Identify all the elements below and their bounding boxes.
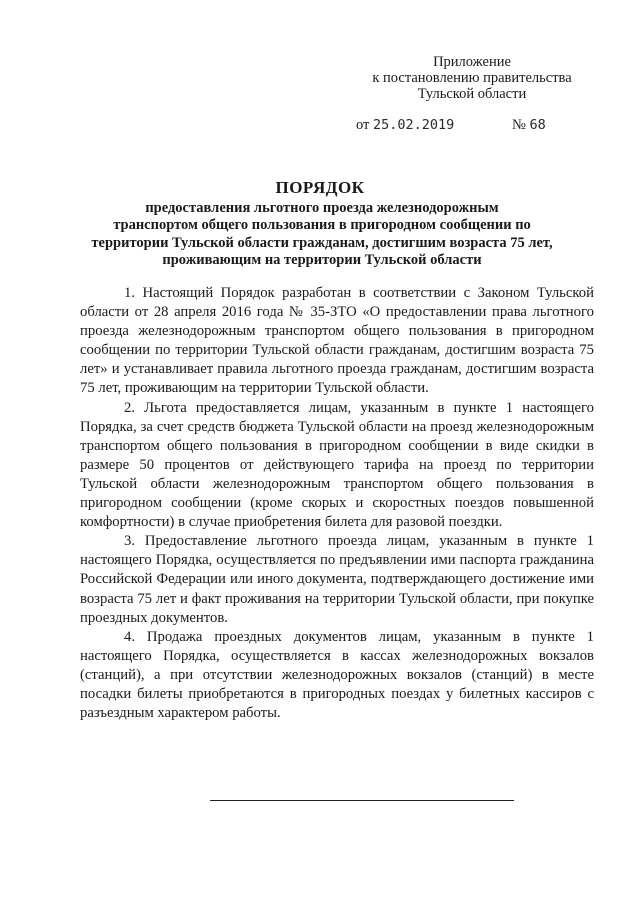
decree-reference bbox=[356, 117, 546, 134]
subtitle-line: проживающим на территории Тульской области bbox=[162, 251, 482, 268]
decree-number-prefix: № bbox=[512, 117, 526, 133]
subtitle-line: транспортом общего пользования в пригородном сообщении по bbox=[113, 217, 531, 234]
subtitle-line: предоставления льготного проезда железнодорожным bbox=[145, 200, 499, 216]
subtitle-line: территории Тульской области гражданам, достигшим возраста 75 лет, bbox=[91, 234, 553, 251]
decree-date-prefix: от bbox=[356, 117, 370, 133]
appendix-line-2: к постановлению правительства bbox=[372, 70, 572, 86]
appendix-line-3: Тульской области bbox=[417, 86, 527, 102]
document-title: ПОРЯДОК bbox=[275, 178, 365, 197]
decree-date: 25.02.2019 bbox=[373, 117, 455, 133]
document-subtitle bbox=[80, 200, 564, 269]
decree-number: 68 bbox=[529, 117, 546, 133]
paragraph-2: 2. Льгота предоставляется лицам, указанным в пункте 1 настоящего Порядка, за счет средств бюджета Тульской области на проезд железнодорожным транспортом общего пользования в пригородном сообщении в виде скидки в размере 50 процентов от действующего тарифа на проезд по территории Тульской области железнодорожным транспортом общего пользования в пригородном сообщении (кроме скорых и скоростных поездов повышенной комфортности) в случае приобретения билета для разовой поездки. bbox=[80, 399, 594, 531]
appendix-line-1: Приложение bbox=[433, 54, 511, 70]
document-body bbox=[80, 284, 594, 723]
closing-rule bbox=[210, 800, 514, 801]
paragraph-4: 4. Продажа проездных документов лицам, указанным в пункте 1 настоящего Порядка, осуществляется в кассах железнодорожных вокзалов (станций), а при отсутствии железнодорожных вокзалов (станций) в месте посадки билеты приобретаются в пригородных поездах у билетных кассиров с разъездным характером работы. bbox=[80, 628, 594, 722]
paragraph-1: 1. Настоящий Порядок разработан в соответствии с Законом Тульской области от 28 апреля 2016 года № 35-ЗТО «О предоставлении права льготного проезда железнодорожным транспортом общего пользования в пригородном сообщении по территории Тульской области гражданам, достигшим возраста 75 лет» и устанавливает правила льготного проезда гражданам, достигшим возраста 75 лет, проживающим на территории Тульской области. bbox=[80, 285, 594, 397]
decree-number-block bbox=[512, 117, 546, 134]
appendix-header bbox=[352, 54, 592, 102]
paragraph-3: 3. Предоставление льготного проезда лицам, указанным в пункте 1 настоящего Порядка, осуществляется по предъявлении ими паспорта гражданина Российской Федерации или иного документа, подтверждающего достижение ими возраста 75 лет и факт проживания на территории Тульской области, при покупке проездных документов. bbox=[80, 533, 594, 626]
